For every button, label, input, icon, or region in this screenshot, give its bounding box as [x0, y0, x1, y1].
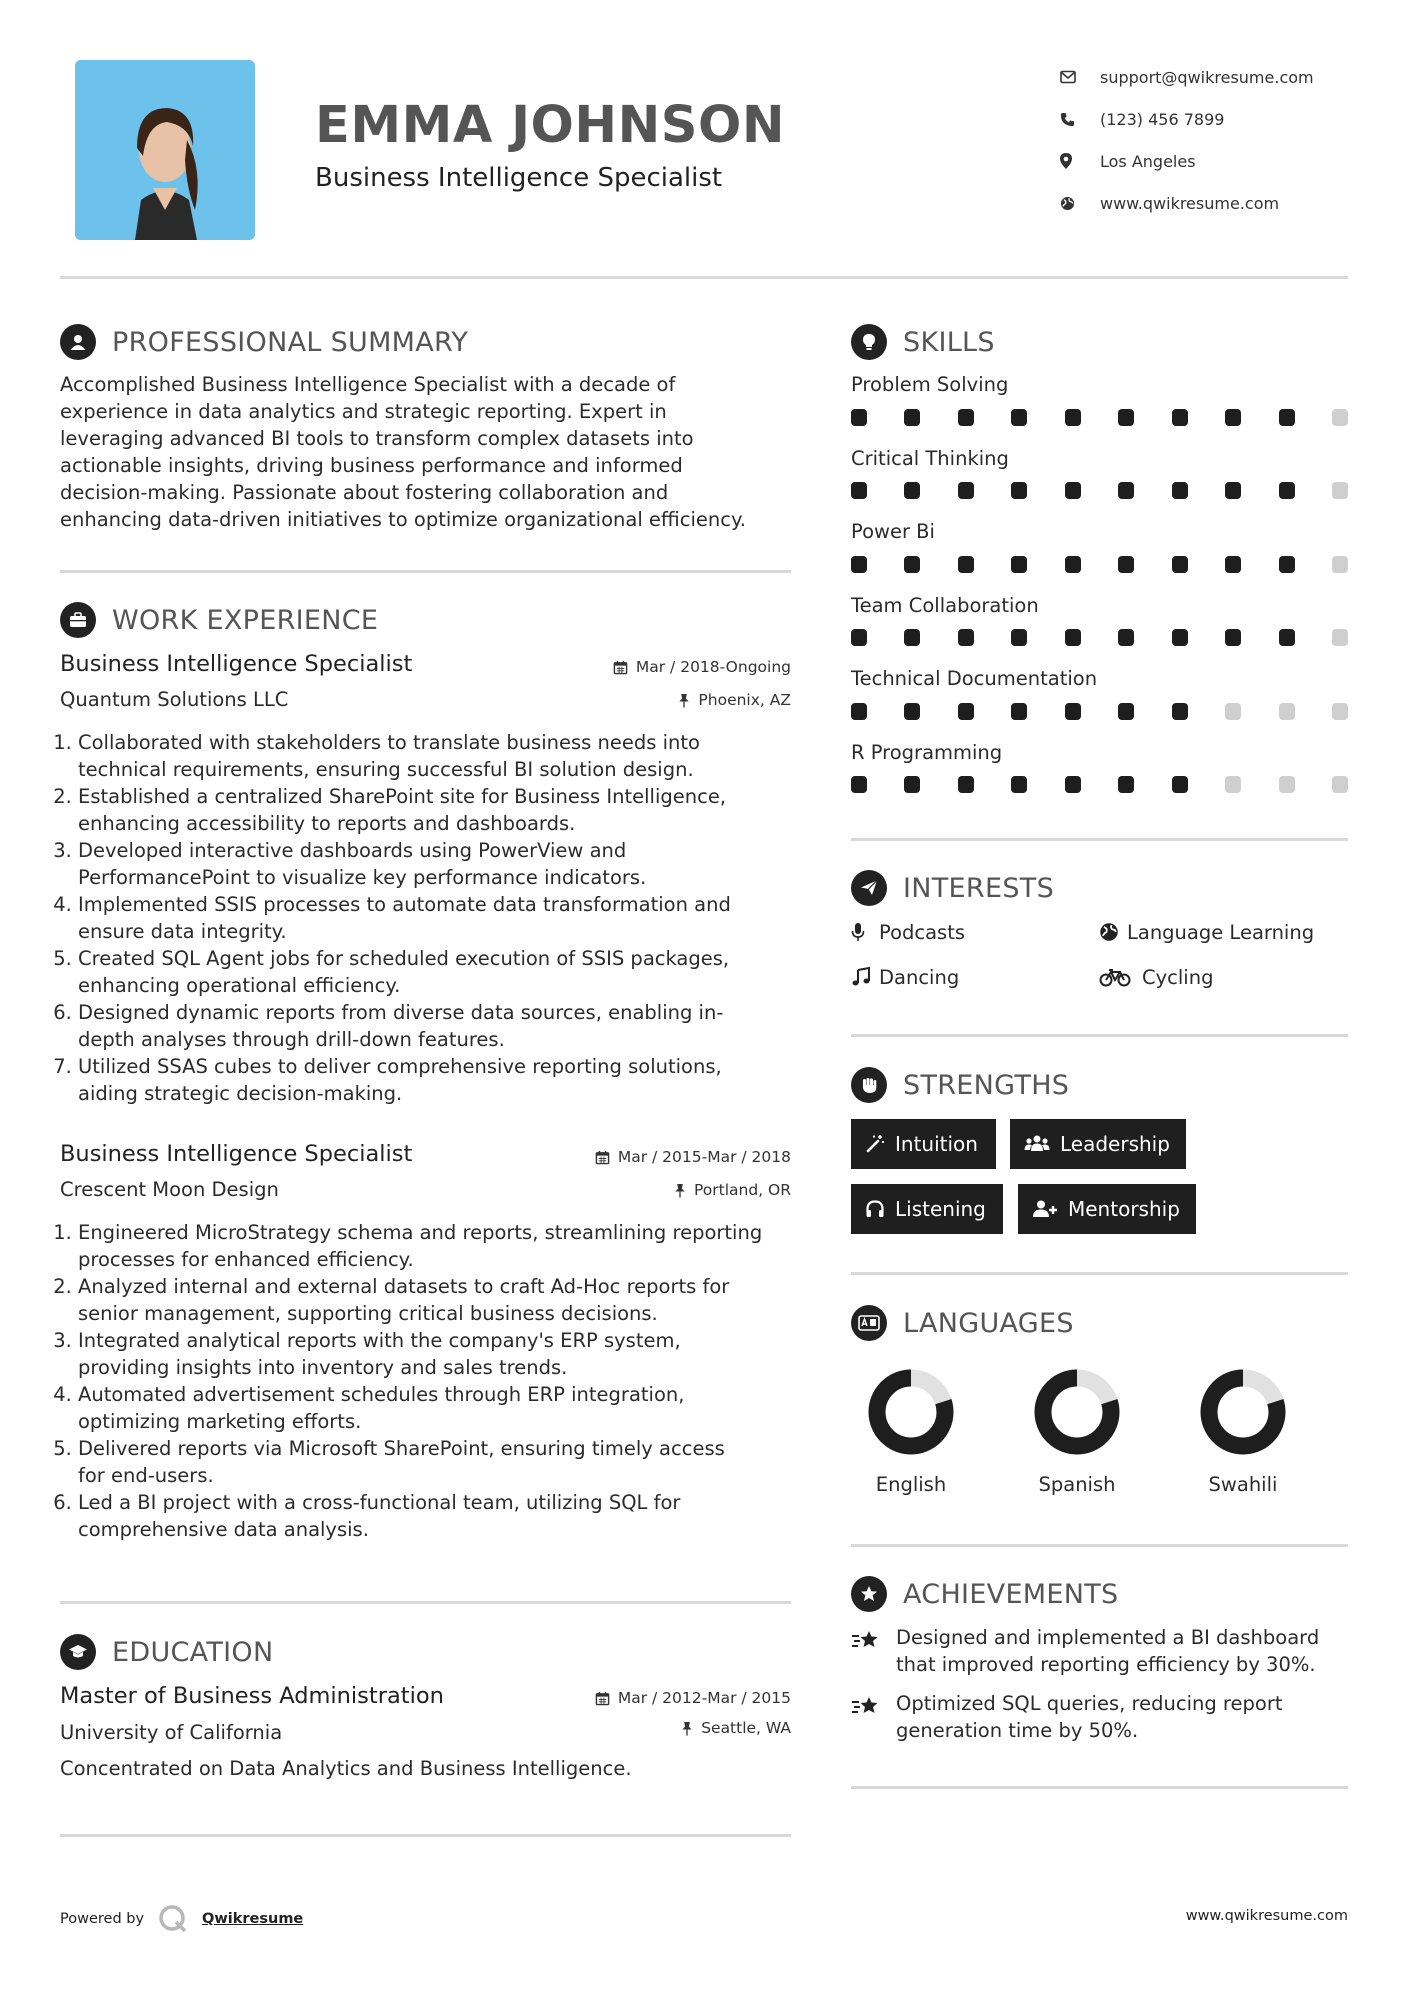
skill-dot-empty	[1332, 409, 1348, 426]
profile-photo-illustration	[75, 60, 255, 240]
skill-dot-filled	[1065, 409, 1081, 426]
skill-rating	[851, 629, 1348, 646]
job-2-date-text: Mar / 2015-Mar / 2018	[617, 1148, 791, 1166]
achievement-item	[851, 1624, 1348, 1678]
education-description: Concentrated on Data Analytics and Business Intelligence.	[60, 1757, 632, 1780]
skill-dot-filled	[1225, 556, 1241, 573]
achievement-line: that improved reporting efficiency by 30%.	[896, 1653, 1316, 1676]
skill-name: Team Collaboration	[851, 593, 1039, 617]
footer-powered-by	[60, 1904, 303, 1934]
languages-heading	[851, 1303, 1074, 1343]
contact-list	[1060, 56, 1360, 224]
job-1-location-text: Phoenix, AZ	[698, 691, 791, 709]
skill-dot-filled	[958, 556, 974, 573]
skill-dot-filled	[1118, 703, 1134, 720]
skill-dot-empty	[1279, 703, 1295, 720]
qwikresume-link[interactable]: Qwikresume	[202, 1911, 304, 1927]
achievements-heading	[851, 1574, 1119, 1614]
job-2-duties	[58, 1219, 818, 1543]
summary-line: decision-making. Passionate about fostering collaboration and	[60, 481, 669, 504]
qwikresume-logo-icon	[158, 1904, 188, 1934]
skill-dot-filled	[904, 629, 920, 646]
achievement-line: Optimized SQL queries, reducing report	[896, 1692, 1283, 1715]
skill-dot-filled	[1118, 629, 1134, 646]
star-badge-icon	[851, 1576, 887, 1612]
powered-by-text: Powered by	[60, 1911, 145, 1927]
duty-item: 4. Automated advertisement schedules through ERP integration, optimizing marketing efforts.	[78, 1381, 818, 1435]
user-plus-icon	[1032, 1199, 1058, 1219]
duty-item: 1. Collaborated with stakeholders to translate business needs into technical requirements, ensuring successful BI solution design.	[78, 729, 818, 783]
interest-label: Podcasts	[879, 920, 966, 944]
globe-icon	[1060, 196, 1100, 211]
skill-dot-filled	[851, 776, 867, 793]
skill-dot-filled	[1225, 482, 1241, 499]
contact-phone-text: (123) 456 7899	[1100, 109, 1225, 129]
skill-dot-filled	[1118, 776, 1134, 793]
skill-dot-filled	[1065, 482, 1081, 499]
languages-title: LANGUAGES	[903, 1307, 1074, 1339]
skill-dot-filled	[1011, 776, 1027, 793]
summary-line: leveraging advanced BI tools to transform complex datasets into	[60, 427, 694, 450]
summary-title: PROFESSIONAL SUMMARY	[112, 326, 469, 358]
skill-dot-filled	[1011, 482, 1027, 499]
skill-rating	[851, 409, 1348, 426]
skill-dot-filled	[958, 629, 974, 646]
skill-dot-empty	[1225, 703, 1241, 720]
contact-location-text: Los Angeles	[1100, 151, 1196, 171]
achievements-title: ACHIEVEMENTS	[903, 1578, 1119, 1610]
languages-divider	[851, 1544, 1348, 1547]
job-1-date-text: Mar / 2018-Ongoing	[635, 658, 791, 676]
interest-label: Cycling	[1142, 965, 1214, 989]
skills-list	[851, 375, 1348, 816]
job-1-date	[560, 660, 791, 676]
skill-dot-filled	[1172, 556, 1188, 573]
strength-label: Listening	[895, 1197, 986, 1221]
skill-dot-empty	[1332, 703, 1348, 720]
skill-dot-filled	[904, 776, 920, 793]
skill-dot-filled	[1225, 409, 1241, 426]
skill-dot-filled	[1065, 703, 1081, 720]
skill-dot-filled	[1172, 776, 1188, 793]
summary-divider	[60, 570, 791, 573]
summary-line: actionable insights, driving business performance and informed	[60, 454, 683, 477]
skill-dot-filled	[851, 629, 867, 646]
strengths-title: STRENGTHS	[903, 1069, 1070, 1101]
skill-dot-filled	[1011, 556, 1027, 573]
calendar-icon	[595, 1150, 610, 1165]
microphone-icon	[851, 922, 879, 942]
skills-divider	[851, 838, 1348, 841]
duty-item: 7. Utilized SSAS cubes to deliver comprehensive reporting solutions, aiding strategic decision-making.	[78, 1053, 818, 1107]
skill-dot-filled	[904, 703, 920, 720]
pushpin-icon	[681, 1721, 693, 1736]
skill-item	[851, 669, 1348, 743]
summary-text	[60, 371, 800, 533]
skill-item	[851, 522, 1348, 596]
interests-divider	[851, 1034, 1348, 1037]
graduation-cap-icon	[60, 1634, 96, 1670]
lightbulb-icon	[851, 324, 887, 360]
skill-dot-filled	[1065, 776, 1081, 793]
job-2-company: Crescent Moon Design	[60, 1178, 279, 1201]
pushpin-icon	[678, 693, 690, 708]
achievements-list	[851, 1624, 1348, 1744]
language-item	[1007, 1365, 1147, 1496]
experience-divider	[60, 1601, 791, 1604]
language-name: Swahili	[1208, 1473, 1278, 1496]
skill-dot-filled	[958, 409, 974, 426]
duty-item: 1. Engineered MicroStrategy schema and reports, streamlining reporting processes for enhanced efficiency.	[78, 1219, 818, 1273]
strength-intuition	[851, 1119, 996, 1169]
education-date	[540, 1691, 791, 1707]
paper-plane-icon	[851, 870, 887, 906]
skill-dot-filled	[851, 409, 867, 426]
achievements-divider	[851, 1786, 1348, 1789]
music-note-icon	[851, 967, 879, 987]
language-name: Spanish	[1038, 1473, 1116, 1496]
language-item	[1173, 1365, 1313, 1496]
strengths-heading	[851, 1065, 1069, 1105]
strength-leadership	[1010, 1119, 1186, 1169]
strength-label: Leadership	[1060, 1132, 1170, 1156]
interests-title: INTERESTS	[903, 872, 1055, 904]
duty-item: 5. Delivered reports via Microsoft SharePoint, ensuring timely access for end-users.	[78, 1435, 818, 1489]
skill-name: Power Bi	[851, 520, 935, 543]
interests-heading	[851, 868, 1054, 908]
skill-dot-filled	[851, 703, 867, 720]
users-icon	[1024, 1134, 1050, 1154]
duty-item: 3. Developed interactive dashboards using PowerView and PerformancePoint to visualize key performance indicators.	[78, 837, 818, 891]
job-1-duties	[58, 729, 818, 1107]
skill-dot-filled	[958, 776, 974, 793]
candidate-name: EMMA JOHNSON	[315, 96, 786, 155]
language-name: English	[875, 1473, 947, 1496]
skill-dot-filled	[904, 409, 920, 426]
duty-item: 5. Created SQL Agent jobs for scheduled execution of SSIS packages, enhancing operational efficiency.	[78, 945, 818, 999]
job-2-title: Business Intelligence Specialist	[60, 1141, 413, 1167]
interest-podcasts	[851, 917, 965, 947]
calendar-icon	[613, 660, 628, 675]
education-divider	[60, 1834, 791, 1837]
skill-name: Critical Thinking	[851, 446, 1009, 470]
education-location	[560, 1721, 791, 1737]
interest-cycling	[1099, 962, 1213, 992]
map-pin-icon	[1060, 153, 1100, 169]
header-divider	[60, 276, 1348, 279]
skill-item	[851, 375, 1348, 449]
pushpin-icon	[674, 1183, 686, 1198]
skill-dot-filled	[1279, 556, 1295, 573]
contact-website[interactable]	[1060, 182, 1360, 224]
skill-dot-filled	[1279, 629, 1295, 646]
job-1-company: Quantum Solutions LLC	[60, 688, 289, 711]
interest-dancing	[851, 962, 959, 992]
summary-line: Accomplished Business Intelligence Specialist with a decade of	[60, 373, 676, 396]
skill-dot-empty	[1279, 776, 1295, 793]
education-heading	[60, 1632, 273, 1672]
skill-dot-filled	[958, 482, 974, 499]
duty-item: 2. Established a centralized SharePoint site for Business Intelligence, enhancing accessibility to reports and dashboards.	[78, 783, 818, 837]
skill-item	[851, 740, 1348, 817]
achievement-line: generation time by 50%.	[896, 1719, 1139, 1742]
skill-dot-filled	[1172, 629, 1188, 646]
magic-wand-icon	[865, 1134, 885, 1154]
summary-line: enhancing data-driven initiatives to optimize organizational efficiency.	[60, 508, 746, 531]
contact-website-text: www.qwikresume.com	[1100, 193, 1280, 213]
contact-email-text: support@qwikresume.com	[1100, 67, 1314, 87]
achievement-item	[851, 1690, 1348, 1744]
duty-item: 6. Led a BI project with a cross-functional team, utilizing SQL for comprehensive data analysis.	[78, 1489, 818, 1543]
language-proficiency-ring	[1030, 1365, 1124, 1459]
skill-name: R Programming	[851, 740, 1003, 764]
globe-icon	[1099, 922, 1127, 942]
job-2-location-text: Portland, OR	[693, 1181, 791, 1199]
education-date-text: Mar / 2012-Mar / 2015	[617, 1689, 791, 1707]
briefcase-icon	[60, 602, 96, 638]
summary-heading	[60, 322, 468, 362]
education-title: EDUCATION	[112, 1636, 274, 1668]
skill-dot-filled	[1118, 409, 1134, 426]
shooting-star-icon	[851, 1690, 896, 1744]
strength-mentorship	[1018, 1184, 1196, 1234]
candidate-title: Business Intelligence Specialist	[315, 163, 723, 193]
language-proficiency-ring	[864, 1365, 958, 1459]
skill-item	[851, 446, 1348, 523]
skill-dot-filled	[904, 482, 920, 499]
skill-dot-empty	[1225, 776, 1241, 793]
skill-dot-filled	[1172, 482, 1188, 499]
duty-item: 6. Designed dynamic reports from diverse data sources, enabling in- depth analyses through drill-down features.	[78, 999, 818, 1053]
strength-label: Mentorship	[1068, 1197, 1180, 1221]
experience-title: WORK EXPERIENCE	[112, 604, 379, 636]
skill-rating	[851, 482, 1348, 499]
skill-rating	[851, 776, 1348, 793]
skill-dot-filled	[1011, 703, 1027, 720]
job-2-location	[560, 1183, 791, 1199]
fist-icon	[851, 1067, 887, 1103]
skill-name: Problem Solving	[851, 373, 1009, 396]
headphones-icon	[865, 1199, 885, 1219]
skill-dot-filled	[1011, 629, 1027, 646]
experience-heading	[60, 600, 378, 640]
strength-label: Intuition	[895, 1132, 978, 1156]
skill-dot-empty	[1332, 482, 1348, 499]
interest-language-learning	[1099, 917, 1314, 947]
skills-heading	[851, 322, 995, 362]
job-1-location	[560, 693, 791, 709]
phone-icon	[1060, 112, 1100, 127]
skill-dot-filled	[1279, 409, 1295, 426]
education-degree: Master of Business Administration	[60, 1683, 444, 1709]
skill-dot-filled	[1065, 556, 1081, 573]
skill-dot-empty	[1332, 629, 1348, 646]
contact-location	[1060, 140, 1360, 182]
skill-dot-filled	[851, 482, 867, 499]
user-icon	[60, 324, 96, 360]
achievement-line: Designed and implemented a BI dashboard	[896, 1626, 1320, 1649]
education-location-text: Seattle, WA	[701, 1719, 791, 1737]
skill-rating	[851, 556, 1348, 573]
strengths-divider	[851, 1272, 1348, 1275]
education-school: University of California	[60, 1721, 283, 1744]
skill-name: Technical Documentation	[851, 667, 1098, 690]
skill-dot-filled	[1118, 482, 1134, 499]
skill-dot-empty	[1332, 776, 1348, 793]
skill-dot-filled	[958, 703, 974, 720]
language-item	[841, 1365, 981, 1496]
job-2-date	[540, 1150, 791, 1166]
duty-item: 3. Integrated analytical reports with the company's ERP system, providing insights into inventory and sales trends.	[78, 1327, 818, 1381]
shooting-star-icon	[851, 1624, 896, 1678]
contact-email[interactable]	[1060, 56, 1360, 98]
contact-phone[interactable]	[1060, 98, 1360, 140]
strength-listening	[851, 1184, 1003, 1234]
footer-website[interactable]: www.qwikresume.com	[1185, 1908, 1348, 1924]
skill-dot-filled	[1011, 409, 1027, 426]
profile-photo	[75, 60, 255, 240]
skill-dot-filled	[851, 556, 867, 573]
summary-line: experience in data analytics and strategic reporting. Expert in	[60, 400, 667, 423]
skill-dot-filled	[1225, 629, 1241, 646]
interest-label: Language Learning	[1127, 920, 1315, 944]
skill-rating	[851, 703, 1348, 720]
interest-label: Dancing	[879, 965, 960, 989]
language-icon	[851, 1305, 887, 1341]
skills-title: SKILLS	[903, 326, 995, 358]
language-proficiency-ring	[1196, 1365, 1290, 1459]
skill-dot-empty	[1332, 556, 1348, 573]
job-1-title: Business Intelligence Specialist	[60, 651, 413, 677]
skill-dot-filled	[1065, 629, 1081, 646]
bicycle-icon	[1099, 967, 1142, 987]
duty-item: 2. Analyzed internal and external datasets to craft Ad-Hoc reports for senior management, supporting critical business decisions.	[78, 1273, 818, 1327]
duty-item: 4. Implemented SSIS processes to automate data transformation and ensure data integrity.	[78, 891, 818, 945]
skill-dot-filled	[1118, 556, 1134, 573]
skill-dot-filled	[1172, 409, 1188, 426]
calendar-icon	[595, 1691, 610, 1706]
envelope-icon	[1060, 70, 1100, 84]
skill-dot-filled	[1279, 482, 1295, 499]
skill-dot-filled	[1172, 703, 1188, 720]
skill-dot-filled	[904, 556, 920, 573]
skill-item	[851, 593, 1348, 670]
